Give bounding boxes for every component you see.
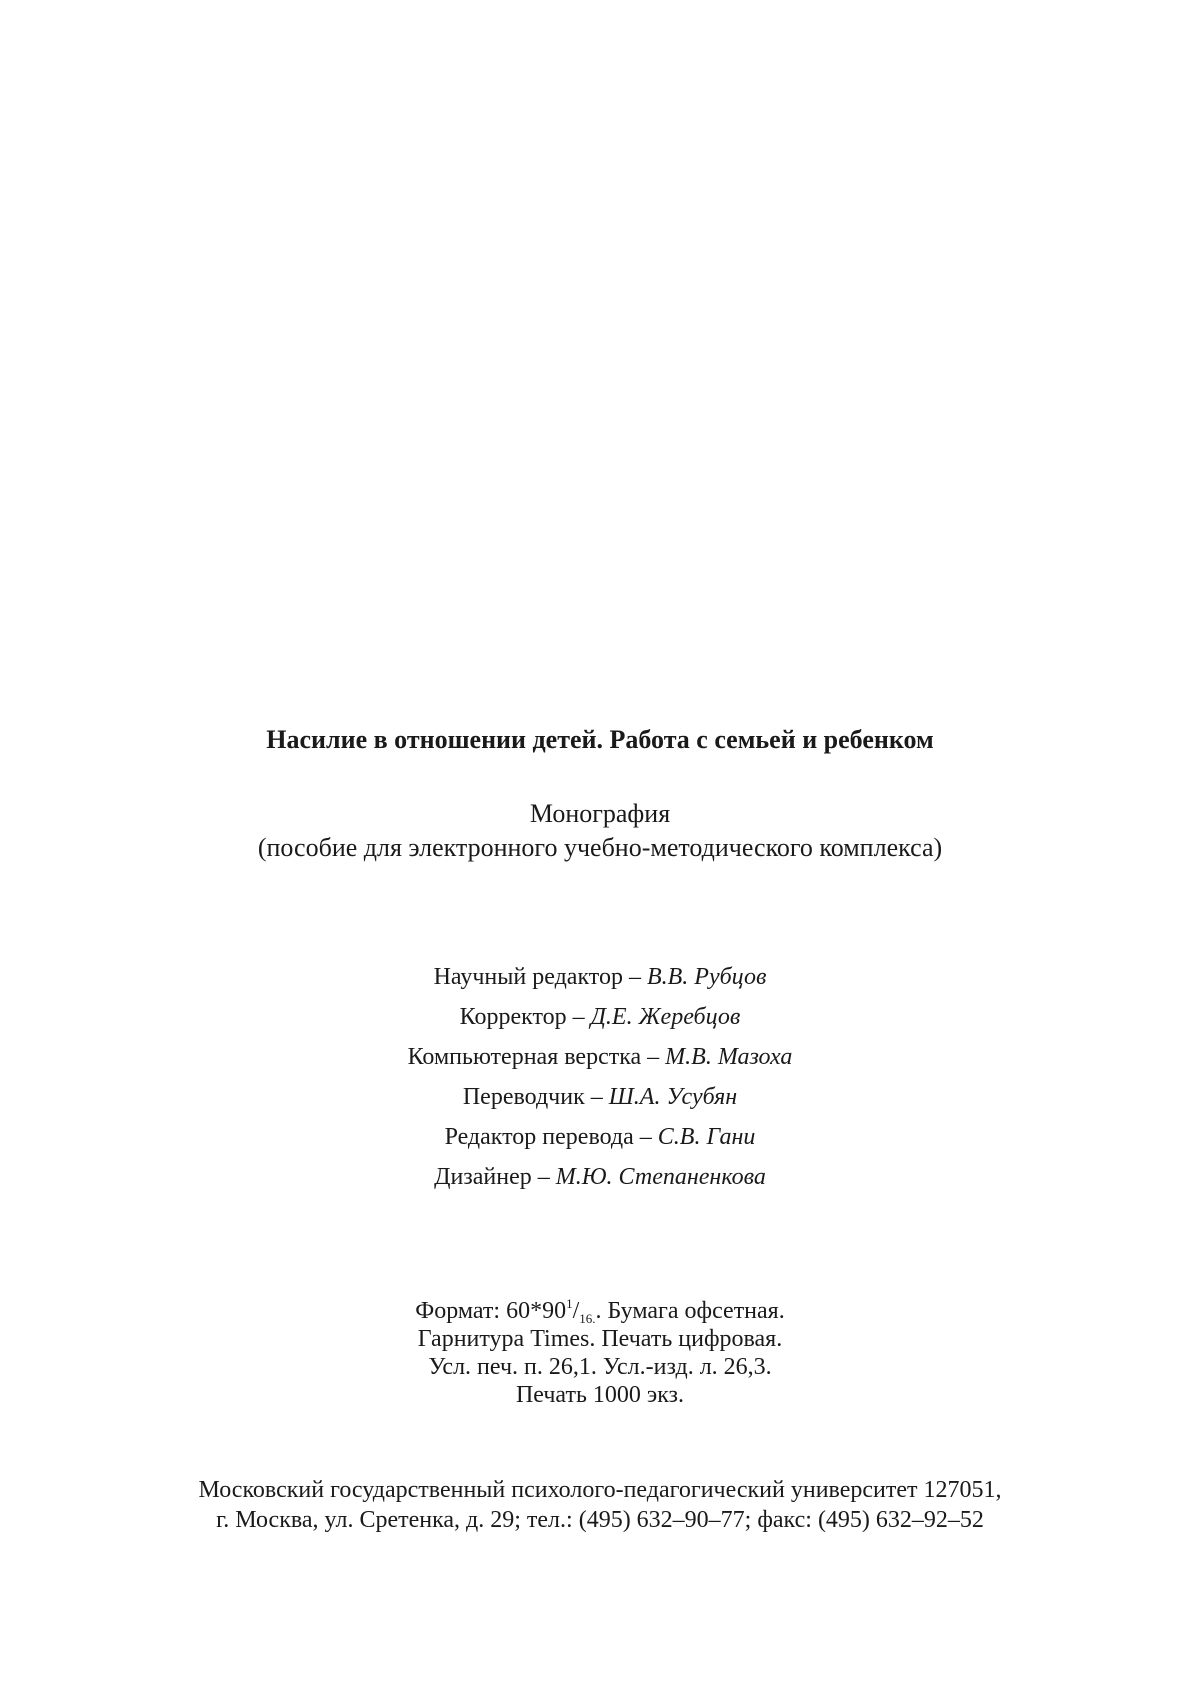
book-title: Насилие в отношении детей. Работа с семьей и ребенком [266,725,934,754]
credit-name: Д.Е. Жеребцов [590,1004,741,1030]
credits-list [0,957,1200,1197]
credit-name: М.В. Мазоха [665,1044,793,1070]
imprint-block [0,1297,1200,1409]
format-suffix: . Бумага офсетная. [595,1298,785,1324]
sheets-line: Усл. печ. п. 26,1. Усл.-изд. л. 26,3. [428,1354,772,1380]
publisher-address: г. Москва, ул. Сретенка, д. 29; тел.: (495) 632–90–77; факс: (495) 632–92–52 [216,1507,984,1533]
credit-row [0,1117,1200,1157]
credit-role: Научный редактор – [433,964,647,990]
genre-label: Монография [529,799,671,828]
typeface-line: Гарнитура Times. Печать цифровая. [417,1326,783,1352]
credit-role: Дизайнер – [434,1164,556,1190]
format-line [0,1297,1200,1325]
credit-name: Ш.А. Усубян [608,1084,738,1110]
credit-role: Редактор перевода – [444,1124,658,1150]
credit-role: Компьютерная верстка – [407,1044,666,1070]
credit-name: М.Ю. Степаненкова [555,1164,766,1190]
format-prefix: Формат: 60*90 [415,1298,567,1324]
credit-name: В.В. Рубцов [646,964,767,990]
credit-row [0,1157,1200,1197]
format-superscript: 1 [566,1296,573,1311]
publisher-block [0,1475,1200,1535]
genre-description: (пособие для электронного учебно-методического комплекса) [257,833,943,862]
credit-row [0,1037,1200,1077]
credit-role: Переводчик – [462,1084,609,1110]
print-run-line: Печать 1000 экз. [515,1382,685,1408]
credit-row [0,957,1200,997]
credit-row [0,997,1200,1037]
format-subscript: 16. [579,1311,596,1326]
subtitle-block [0,797,1200,865]
publisher-name: Московский государственный психолого-педагогический университет 127051, [198,1477,1002,1503]
credit-name: С.В. Гани [657,1124,756,1150]
format-slash: / [572,1298,580,1324]
credit-row [0,1077,1200,1117]
credit-role: Корректор – [459,1004,591,1030]
